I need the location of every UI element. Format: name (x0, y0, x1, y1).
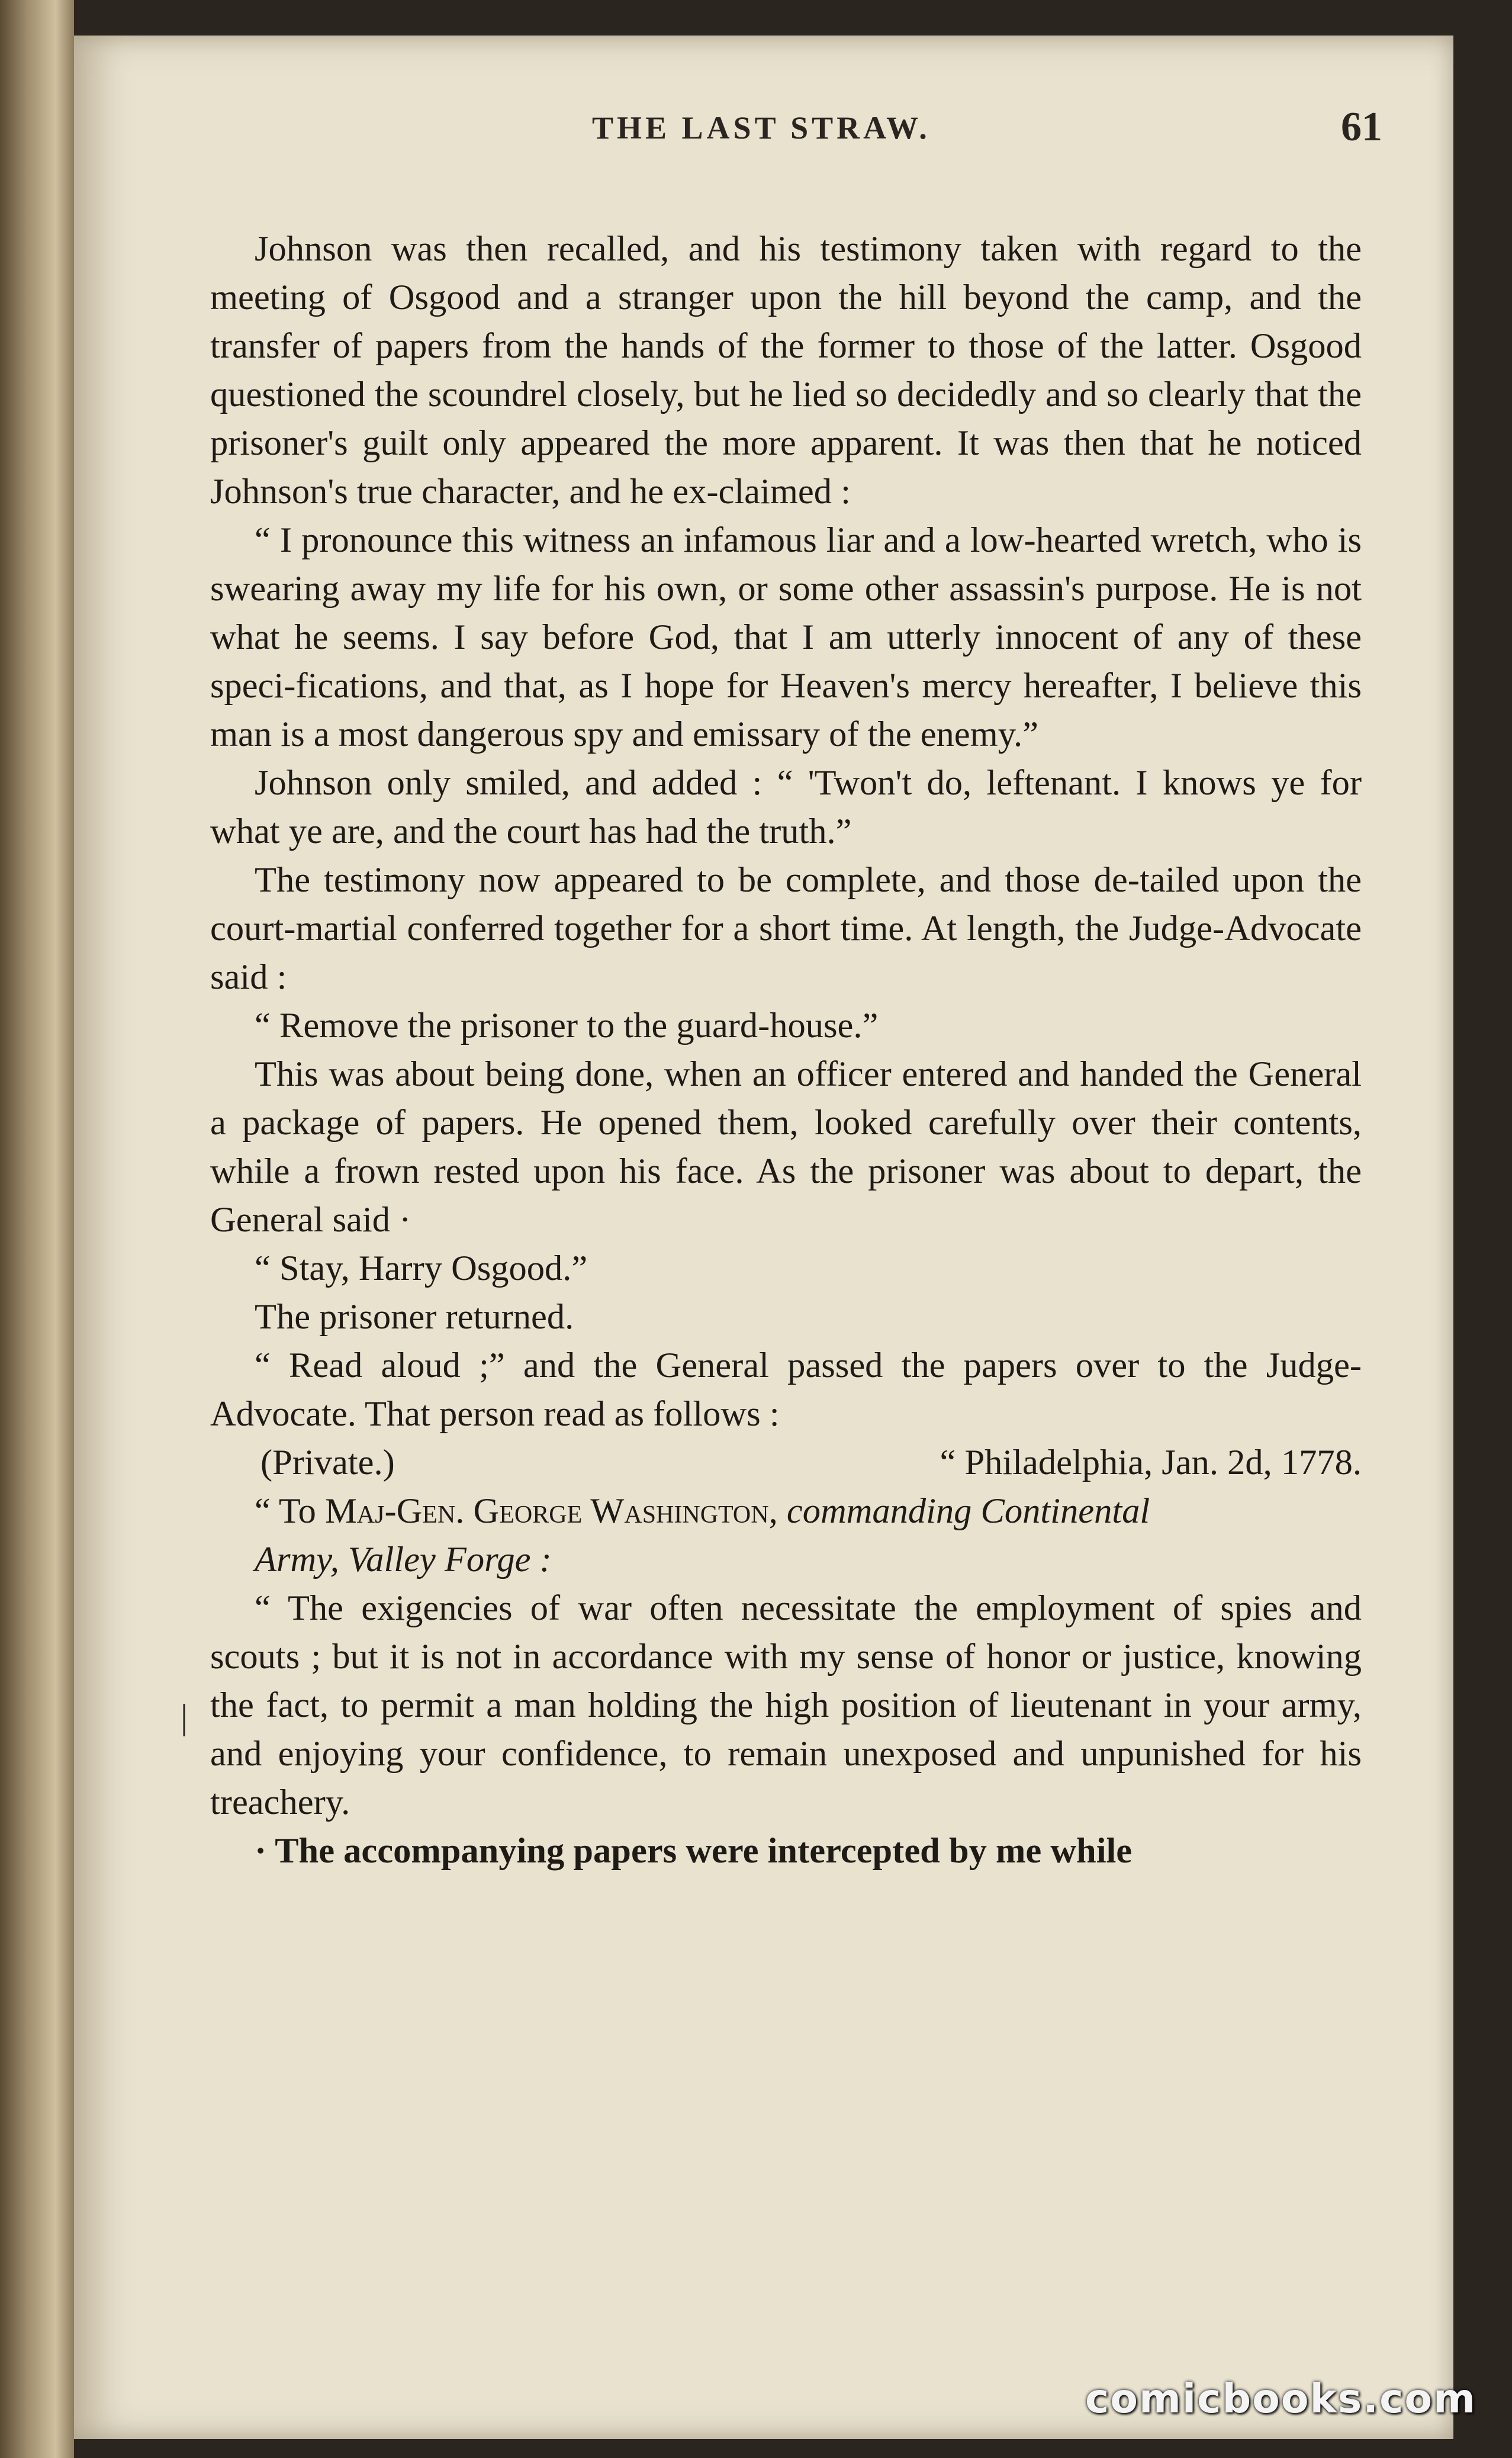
paragraph: This was about being done, when an officer entered and handed the General a package of papers. He opened them, looked carefully over their contents, while a frown rested upon his face. As the prisoner was about to depart, the General said · (210, 1054, 1362, 1240)
letter-dateline: “ Philadelphia, Jan. 2d, 1778. (940, 1443, 1362, 1482)
running-title: THE LAST STRAW. (592, 110, 931, 146)
page-number: 61 (1341, 104, 1382, 150)
body-text (210, 225, 1362, 1875)
paragraph: The testimony now appeared to be complete, and those de-tailed upon the court-martial conferred together for a short time. At length, the Judge-Advocate said : (210, 860, 1362, 997)
letter-recipient: Maj-Gen. George Washington, (325, 1491, 778, 1531)
paragraph: “ Stay, Harry Osgood.” (255, 1249, 588, 1288)
paragraph: Johnson was then recalled, and his testimony taken with regard to the meeting of Osgood and a stranger upon the hill beyond the camp, and the transfer of papers from the hands of the former to those of the latter. Osgood questioned the scoundrel closely, but he lied so decidedly and so clearly that the prisoner's guilt only appeared the more apparent. It was then that he noticed Johnson's true character, and he ex-claimed : (210, 229, 1362, 511)
paragraph: The prisoner returned. (255, 1297, 574, 1337)
paragraph: “ Read aloud ;” and the General passed the papers over to the Judge-Advocate. That person read as follows : (210, 1346, 1362, 1434)
letter-address: “ To Maj-Gen. George Washington, commanding Continental (255, 1491, 1150, 1531)
page-header (592, 104, 1382, 163)
paragraph: “ Remove the prisoner to the guard-house.” (255, 1006, 879, 1045)
paragraph: Johnson only smiled, and added : “ 'Twon't do, leftenant. I knows ye for what ye are, and the court has had the truth.” (210, 763, 1362, 851)
margin-mark: | (181, 1697, 188, 1736)
letter-paragraph: · The accompanying papers were intercepted by me while (255, 1831, 1133, 1871)
letter-address-continued: Army, Valley Forge : (255, 1540, 552, 1579)
letter-recipient-title: commanding Continental (777, 1491, 1150, 1531)
facing-page-edge (0, 0, 74, 2458)
paragraph: “ I pronounce this witness an infamous liar and a low-hearted wretch, who is swearing away my life for his own, or some other assassin's purpose. He is not what he seems. I say before God, that I am utterly innocent of any of these speci-fications, and that, as I hope for Heaven's mercy hereafter, I believe this man is a most dangerous spy and emissary of the enemy.” (210, 520, 1362, 754)
watermark: comicbooks.com (1085, 2376, 1476, 2422)
letter-private-label: (Private.) (260, 1443, 395, 1482)
letter-dateline-row (210, 1439, 1362, 1487)
letter-paragraph: “ The exigencies of war often necessitate the employment of spies and scouts ; but it is not in accordance with my sense of honor or justice, knowing the fact, to permit a man holding the high position of lieutenant in your army, and enjoying your confidence, to remain unexposed and unpunished for his treachery. (210, 1588, 1362, 1822)
